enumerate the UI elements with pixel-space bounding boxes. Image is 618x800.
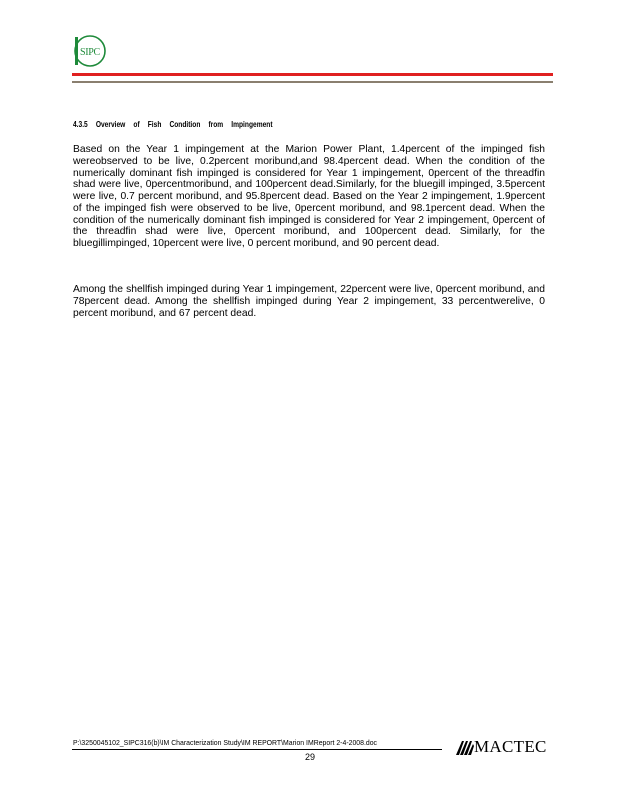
mactec-logo-icon <box>455 738 475 756</box>
page-number: 29 <box>304 752 315 762</box>
body-paragraph-2: Among the shellfish impinged during Year 1 impingement, 22percent were live, 0percent moribund, and 78percent dead. Among the shellfish impinged during Year 2 impingement, 33 percentwerelive, 0 percent moribund, and 67 percent dead. <box>73 284 545 319</box>
footer-rule <box>72 749 442 750</box>
body-paragraph-1: Based on the Year 1 impingement at the Marion Power Plant, 1.4percent of the impinged fish wereobserved to be live, 0.2percent moribund,and 98.4percent dead. When the condition of the numerically dominant fish impinged is considered for Year 1 impingement, 0percent of the threadfin shad were live, 0percentmoribund, and 100percent dead.Similarly, for the bluegill impinged, 3.5percent were live, 0.7 percent moribund, and 95.8percent dead. Based on the Year 2 impingement, 1.9percent of the impinged fish were observed to be live, 0percent moribund, and 98.1percent dead. When the condition of the numerically dominant fish impinged is considered for Year 2 impingement, 0percent of the threadfin shad were live, 0percent moribund, and 100percent dead. Similarly, for the bluegillimpinged, 10percent were live, 0 percent moribund, and 90 percent dead. <box>73 144 545 249</box>
footer-file-path: P:\3250045102_SIPC316(b)\IM Characterization Study\IM REPORT\Marion IMReport 2-4-2008.doc <box>73 738 378 747</box>
header-rule-red <box>72 73 553 76</box>
logo-text: SIPC <box>80 47 100 58</box>
brand-name: MACTEC <box>474 737 547 756</box>
header-rule-gray <box>72 81 553 83</box>
section-heading: 4.3.5 Overview of Fish Condition from Impingement <box>73 119 273 129</box>
